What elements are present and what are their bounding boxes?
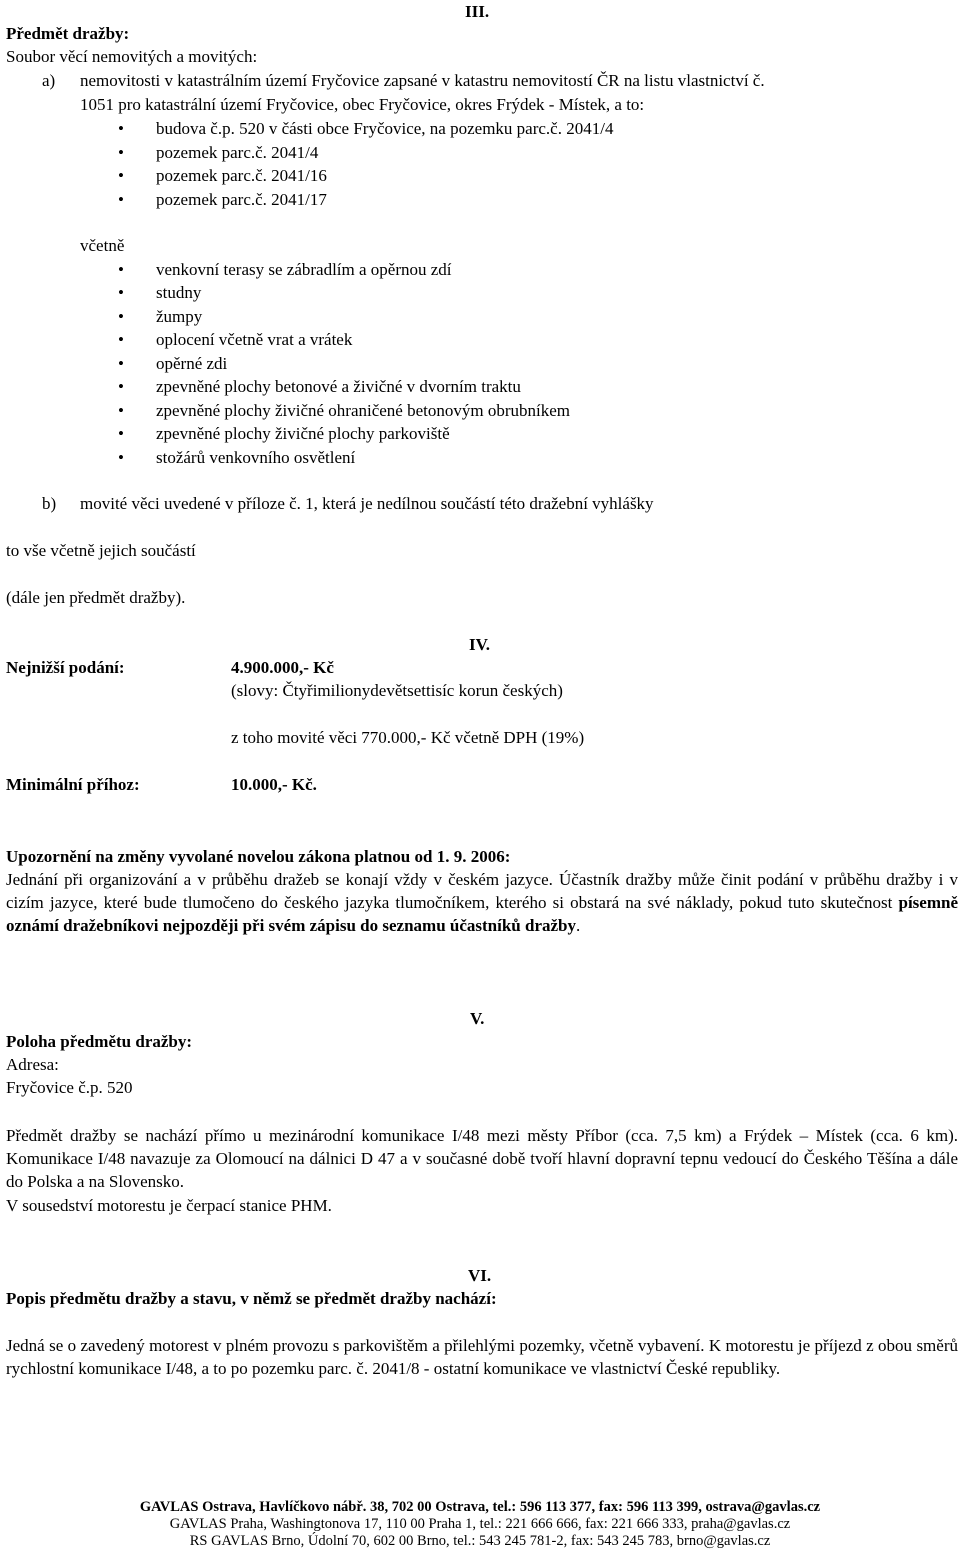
all-parts-note: to vše včetně jejich součástí — [6, 541, 196, 560]
bullet-icon: • — [118, 424, 124, 443]
description-paragraph: Jedná se o zavedený motorest v plném provozu s parkovištěm a přilehlými pozemky, včetně vybavení. K motorestu je příjezd z obou směrů rychlostní komunikace I/48, a to po pozemku parc. č. 2041/8 - ostatní komunikace ve vlastnictví České republiky. — [6, 1336, 958, 1378]
bullet-icon: • — [118, 143, 124, 162]
min-bid-label: Nejnižší podání: — [6, 658, 125, 677]
address-label: Adresa: — [6, 1055, 59, 1074]
including-item: venkovní terasy se zábradlím a opěrnou zdí — [156, 260, 452, 279]
subject-heading: Předmět dražby: — [6, 24, 130, 43]
section-number-iii: III. — [465, 2, 490, 21]
bullet-icon: • — [118, 307, 124, 326]
item-a-line2: 1051 pro katastrální území Fryčovice, obec Fryčovice, okres Frýdek - Místek, a to: — [80, 95, 645, 114]
min-increment-value: 10.000,- Kč. — [231, 775, 317, 794]
including-item: opěrné zdi — [156, 354, 228, 373]
bullet-icon: • — [118, 330, 124, 349]
bullet-icon: • — [118, 283, 124, 302]
min-bid-value: 4.900.000,- Kč — [231, 658, 334, 677]
notice-end: . — [576, 916, 581, 935]
description-heading: Popis předmětu dražby a stavu, v němž se předmět dražby nachází: — [6, 1289, 497, 1308]
property-item-land: pozemek parc.č. 2041/17 — [156, 190, 327, 209]
including-item: studny — [156, 283, 202, 302]
including-item: zpevněné plochy živičné ohraničené betonovým obrubníkem — [156, 401, 570, 420]
bullet-icon: • — [118, 166, 124, 185]
subject-intro: Soubor věcí nemovitých a movitých: — [6, 47, 258, 66]
petrol-station-note: V sousedství motorestu je čerpací stanice PHM. — [6, 1196, 332, 1215]
section-number-iv: IV. — [469, 635, 490, 654]
hereinafter-note: (dále jen předmět dražby). — [6, 588, 186, 607]
notice-text: Jednání při organizování a v průběhu dražeb se konají vždy v českém jazyce. Účastník dražby může činit podání v průběhu dražby i v cizím jazyce, které bude tlumočeno do českého jazyka tlumočníkem, kterého si obstará na své náklady, pokud tuto skutečnost — [6, 870, 958, 912]
item-a-line1: nemovitosti v katastrálním území Fryčovice zapsané v katastru nemovitostí ČR na listu vlastnictví č. — [80, 71, 765, 90]
including-item: zpevněné plochy živičné plochy parkoviště — [156, 424, 450, 443]
property-item-building: budova č.p. 520 v části obce Fryčovice, na pozemku parc.č. 2041/4 — [156, 119, 614, 138]
section-number-v: V. — [470, 1009, 485, 1028]
including-item: žumpy — [156, 307, 203, 326]
bullet-icon: • — [118, 377, 124, 396]
location-paragraph: Předmět dražby se nachází přímo u mezinárodní komunikace I/48 mezi městy Příbor (cca. 7,5 km) a Frýdek – Místek (cca. 6 km). Komunikace I/48 navazuje za Olomoucí na dálnici D 47 a v současné době tvoří hlavní dopravní tepnu vedoucí do Českého Těšína a dále do Polska a na Slovensko. — [6, 1126, 958, 1191]
including-label: včetně — [80, 236, 125, 255]
min-increment-label: Minimální příhoz: — [6, 775, 140, 794]
movables-note: z toho movité věci 770.000,- Kč včetně DPH (19%) — [231, 728, 585, 747]
bullet-icon: • — [118, 401, 124, 420]
location-heading: Poloha předmětu dražby: — [6, 1032, 193, 1051]
including-item: zpevněné plochy betonové a živičné v dvorním traktu — [156, 377, 521, 396]
item-b-text: movité věci uvedené v příloze č. 1, která je nedílnou součástí této dražební vyhlášky — [80, 494, 654, 513]
including-item: oplocení včetně vrat a vrátek — [156, 330, 353, 349]
property-item-land: pozemek parc.č. 2041/4 — [156, 143, 319, 162]
item-a-marker: a) — [42, 71, 56, 90]
min-bid-words: (slovy: Čtyřimilionydevětsettisíc korun českých) — [231, 681, 563, 700]
address-value: Fryčovice č.p. 520 — [6, 1078, 133, 1097]
bullet-icon: • — [118, 448, 124, 467]
item-b-marker: b) — [42, 494, 57, 513]
section-number-vi: VI. — [468, 1266, 492, 1285]
notice-heading: Upozornění na změny vyvolané novelou zákona platnou od 1. 9. 2006: — [6, 847, 511, 866]
footer-brno: RS GAVLAS Brno, Údolní 70, 602 00 Brno, tel.: 543 245 781-2, fax: 543 245 783, brno@gavlas.cz — [189, 1533, 771, 1549]
bullet-icon: • — [118, 190, 124, 209]
notice-paragraph — [6, 868, 958, 937]
footer-praha: GAVLAS Praha, Washingtonova 17, 110 00 Praha 1, tel.: 221 666 666, fax: 221 666 333, praha@gavlas.cz — [169, 1516, 791, 1532]
property-item-land: pozemek parc.č. 2041/16 — [156, 166, 327, 185]
bullet-icon: • — [118, 260, 124, 279]
bullet-icon: • — [118, 354, 124, 373]
including-item: stožárů venkovního osvětlení — [156, 448, 356, 467]
notice-emphasis: písemně oznámí dražebníkovi nejpozději při svém zápisu do seznamu účastníků dražby — [6, 893, 958, 935]
footer-ostrava: GAVLAS Ostrava, Havlíčkovo nábř. 38, 702 00 Ostrava, tel.: 596 113 377, fax: 596 113 399, ostrava@gavlas.cz — [139, 1499, 821, 1515]
bullet-icon: • — [118, 119, 124, 138]
